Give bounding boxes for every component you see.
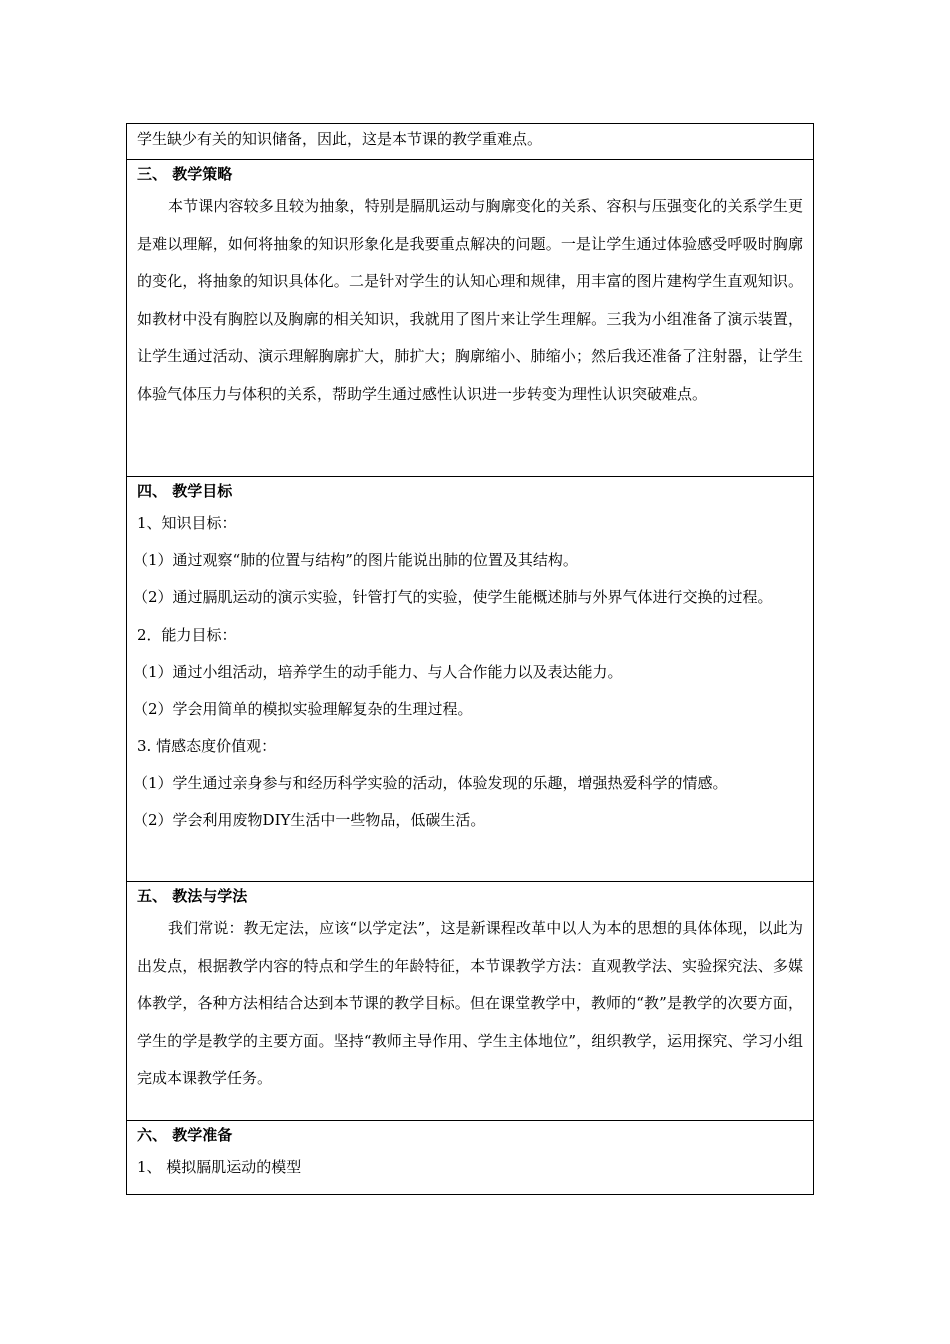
objective-line-4: 2．能力目标：: [137, 625, 237, 644]
objective-line-9: （2）学会利用废物DIY生活中一些物品，低碳生活。: [133, 810, 486, 829]
preparation-heading: 六、 教学准备: [137, 1126, 233, 1144]
preparation-line-1: 1、 模拟膈肌运动的模型: [137, 1158, 302, 1176]
method-heading: 五、 教法与学法: [137, 887, 248, 905]
objective-line-2: （1）通过观察“肺的位置与结构”的图片能说出肺的位置及其结构。: [133, 551, 578, 569]
objective-line-1: 1、知识目标：: [137, 514, 237, 532]
objectives-heading: 四、 教学目标: [137, 482, 233, 500]
strategy-section: [127, 159, 813, 476]
lesson-plan-table: [126, 123, 814, 1195]
objective-line-6: （2）学会用简单的模拟实验理解复杂的生理过程。: [133, 699, 473, 718]
method-section: [127, 881, 813, 1120]
preparation-section: [127, 1120, 813, 1194]
objectives-section: [127, 476, 813, 881]
objective-line-7: 3. 情感态度价值观：: [137, 736, 277, 755]
strategy-body: 本节课内容较多且较为抽象，特别是膈肌运动与胸廓变化的关系、容积与压强变化的关系学生更是难以理解，如何将抽象的知识形象化是我要重点解决的问题。一是让学生通过体验感受呼吸时胸廓的变化，将抽象的知识具体化。二是针对学生的认知心理和规律，用丰富的图片建构学生直观知识。如教材中没有胸腔以及胸廓的相关知识，我就用了图片来让学生理解。三我为小组准备了演示装置，让学生通过活动、演示理解胸廓扩大，肺扩大；胸廓缩小、肺缩小；然后我还准备了注射器，让学生体验气体压力与体积的关系，帮助学生通过感性认识进一步转变为理性认识突破难点。: [137, 197, 803, 403]
objective-line-8: （1）学生通过亲身参与和经历科学实验的活动，体验发现的乐趣，增强热爱科学的情感。: [133, 773, 728, 792]
method-body: 我们常说：教无定法，应该“以学定法”，这是新课程改革中以人为本的思想的具体体现，以此为出发点，根据教学内容的特点和学生的年龄特征，本节课教学方法：直观教学法、实验探究法、多媒体教学，各种方法相结合达到本节课的教学目标。但在课堂教学中，教师的“教”是教学的次要方面，学生的学是教学的主要方面。坚持“教师主导作用、学生主体地位”，组织教学，运用探究、学习小组完成本课教学任务。: [137, 919, 803, 1087]
intro-row: [127, 124, 813, 159]
strategy-heading: 三、 教学策略: [137, 165, 233, 183]
objective-line-5: （1）通过小组活动，培养学生的动手能力、与人合作能力以及表达能力。: [133, 662, 623, 681]
intro-text: 学生缺少有关的知识储备，因此，这是本节课的教学重难点。: [137, 130, 543, 148]
objective-line-3: （2）通过膈肌运动的演示实验，针管打气的实验，使学生能概述肺与外界气体进行交换的过程。: [133, 588, 773, 606]
